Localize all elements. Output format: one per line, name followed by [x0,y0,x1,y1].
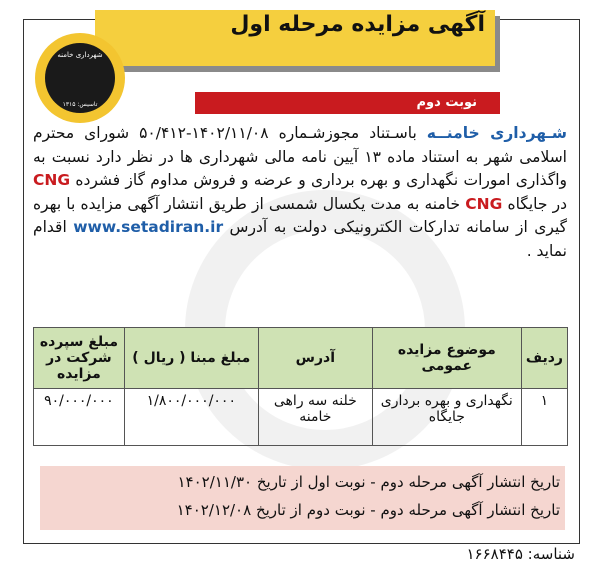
table-header-row [34,328,568,389]
notice-id: شناسه: ۱۶۶۸۴۴۵ [466,545,575,563]
cng-label-2: CNG [465,194,503,213]
table-row [34,389,568,446]
cng-label-1: CNG [33,171,71,189]
table-cell: ۱ [521,389,567,446]
municipality-logo [35,33,125,123]
publication-date-line-1: تاریخ انتشار آگهی مرحله دوم - نوبت اول از تاریخ ۱۴۰۲/۱۱/۳۰ [177,473,560,491]
table-cell: خلنه سه راهی خامنه [258,389,372,446]
body-part-1: باسـتناد مجوزشـماره ۱۴۰۲/۱۱/۰۸-۵۰/۴۱۲ شورای محترم اسلامی شهر به استناد ماده ۱۳ آیین نامه مالی شهرداری ها در نظر دارد نسبت به واگذاری امورات نگهداری و بهره برداری و عرضه و فروش مداوم گاز فشرده [33,124,567,189]
page-subtitle: نوبت دوم [416,95,477,110]
column-header: آدرس [258,328,372,389]
auction-table [33,327,568,446]
table-cell: ۱/۸۰۰/۰۰۰/۰۰۰ [124,389,258,446]
column-header: موضوع مزایده عمومی [372,328,521,389]
column-header: مبلغ سپرده شرکت در مزایده [34,328,125,389]
table-cell: ۹۰/۰۰۰/۰۰۰ [34,389,125,446]
table-cell: نگهداری و بهره برداری جایگاه [372,389,521,446]
body-part-3: خامنه به مدت یکسال شمسی از طریق انتشار آگهی مزایده با بهره گیری از سامانه تدارکات الکترونیکی دولت به آدرس [33,194,567,236]
column-header: ردیف [521,328,567,389]
website-link[interactable]: www.setadiran.ir [73,218,224,236]
publication-date-line-2: تاریخ انتشار آگهی مرحله دوم - نوبت دوم از تاریخ ۱۴۰۲/۱۲/۰۸ [176,501,560,519]
body-part-4: اقدام نماید . [33,218,567,260]
page-title: آگهی مزایده مرحله اول [230,12,485,37]
logo-text: شهرداری خامنه [57,51,103,59]
column-header: مبلغ مبنا ( ریال ) [124,328,258,389]
municipality-name: شـهرداری خامنــه [426,124,567,142]
body-part-2: در جایگاه [502,194,568,213]
logo-year: تاسیس: ۱۳۱۵ [62,101,98,108]
notice-body [33,122,567,263]
